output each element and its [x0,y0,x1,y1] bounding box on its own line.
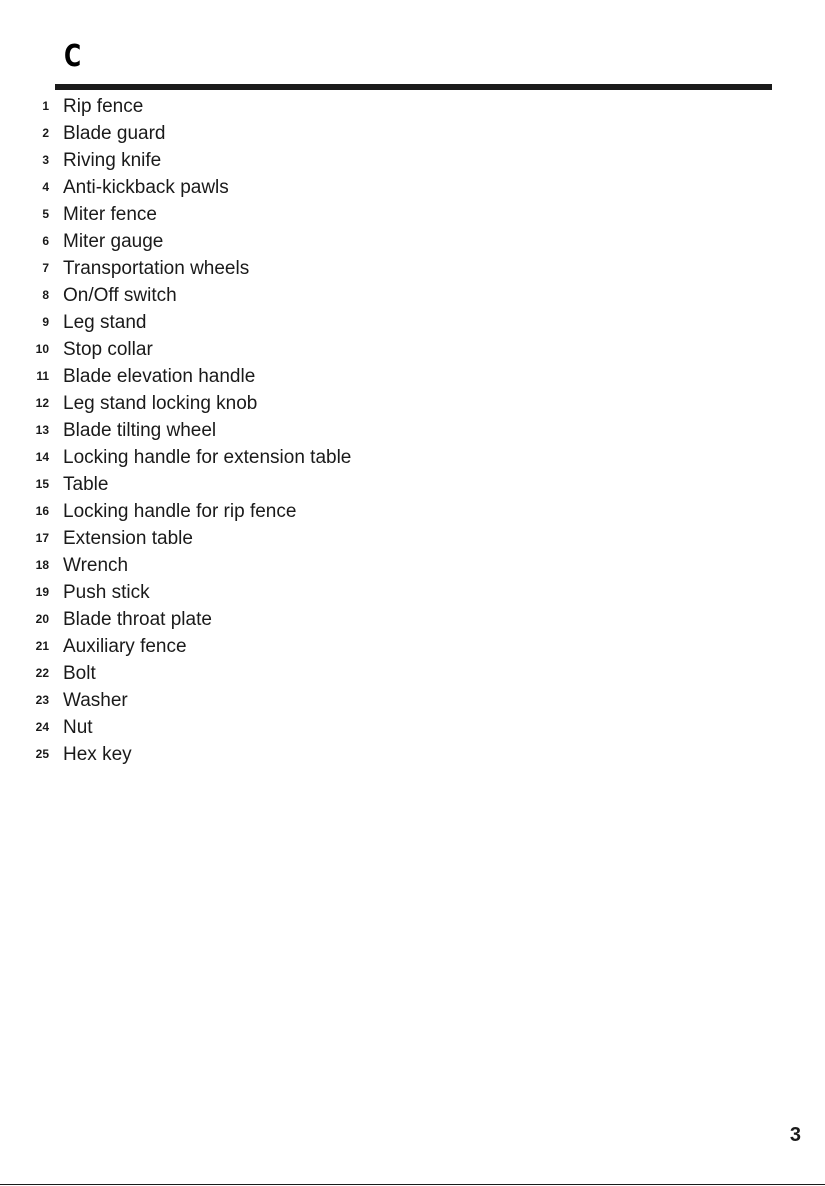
section-letter: C [64,39,82,74]
part-number: 3 [42,153,49,167]
part-name: Stop collar [63,339,153,360]
part-number: 1 [42,99,49,113]
part-number: 20 [35,612,49,626]
part-name: Miter fence [63,204,157,225]
part-name: Bolt [63,663,96,684]
part-number: 11 [36,369,49,383]
part-name: Locking handle for extension table [63,447,352,468]
list-item [0,94,600,121]
list-item [0,121,600,148]
list-item [0,229,600,256]
part-number: 4 [42,180,49,194]
part-number: 7 [42,261,49,275]
part-number: 24 [35,720,49,734]
part-number: 14 [35,450,49,464]
part-name: Transportation wheels [63,258,250,279]
part-name: Blade guard [63,123,166,144]
part-number: 18 [35,558,49,572]
list-item [0,283,600,310]
list-item [0,418,600,445]
part-number: 16 [35,504,49,518]
part-number: 15 [35,477,49,491]
part-name: Rip fence [63,96,144,117]
part-number: 8 [42,288,49,302]
part-name: Blade tilting wheel [63,420,217,441]
list-item [0,634,600,661]
part-name: Hex key [63,744,132,765]
part-name: Table [63,474,109,495]
list-item [0,310,600,337]
list-item [0,472,600,499]
part-name: Push stick [63,582,150,603]
part-name: Anti-kickback pawls [63,177,229,198]
part-number: 6 [42,234,49,248]
list-item [0,742,600,769]
bottom-rule [0,1184,825,1185]
list-item [0,445,600,472]
part-number: 12 [35,396,49,410]
header-rule [55,84,772,90]
part-name: Extension table [63,528,193,549]
part-name: Leg stand [63,312,147,333]
part-number: 10 [35,342,49,356]
part-name: Riving knife [63,150,162,171]
list-item [0,499,600,526]
list-item [0,337,600,364]
list-item [0,715,600,742]
part-number: 19 [35,585,49,599]
list-item [0,661,600,688]
list-item [0,256,600,283]
part-number: 2 [42,126,49,140]
part-name: On/Off switch [63,285,177,306]
part-number: 21 [35,639,49,653]
list-item [0,364,600,391]
part-number: 5 [42,207,49,221]
list-item [0,688,600,715]
part-name: Nut [63,717,93,738]
parts-list [0,94,600,769]
part-number: 25 [35,747,49,761]
list-item [0,553,600,580]
list-item [0,580,600,607]
part-number: 13 [35,423,49,437]
list-item [0,175,600,202]
part-name: Locking handle for rip fence [63,501,297,522]
list-item [0,607,600,634]
page-number: 3 [789,1124,801,1146]
part-name: Washer [63,690,128,711]
list-item [0,526,600,553]
list-item [0,391,600,418]
part-number: 22 [35,666,49,680]
part-name: Leg stand locking knob [63,393,258,414]
part-name: Blade throat plate [63,609,212,630]
part-name: Blade elevation handle [63,366,256,387]
part-number: 23 [35,693,49,707]
part-name: Auxiliary fence [63,636,187,657]
part-number: 17 [35,531,49,545]
part-name: Miter gauge [63,231,164,252]
list-item [0,148,600,175]
part-name: Wrench [63,555,129,576]
list-item [0,202,600,229]
part-number: 9 [42,315,49,329]
